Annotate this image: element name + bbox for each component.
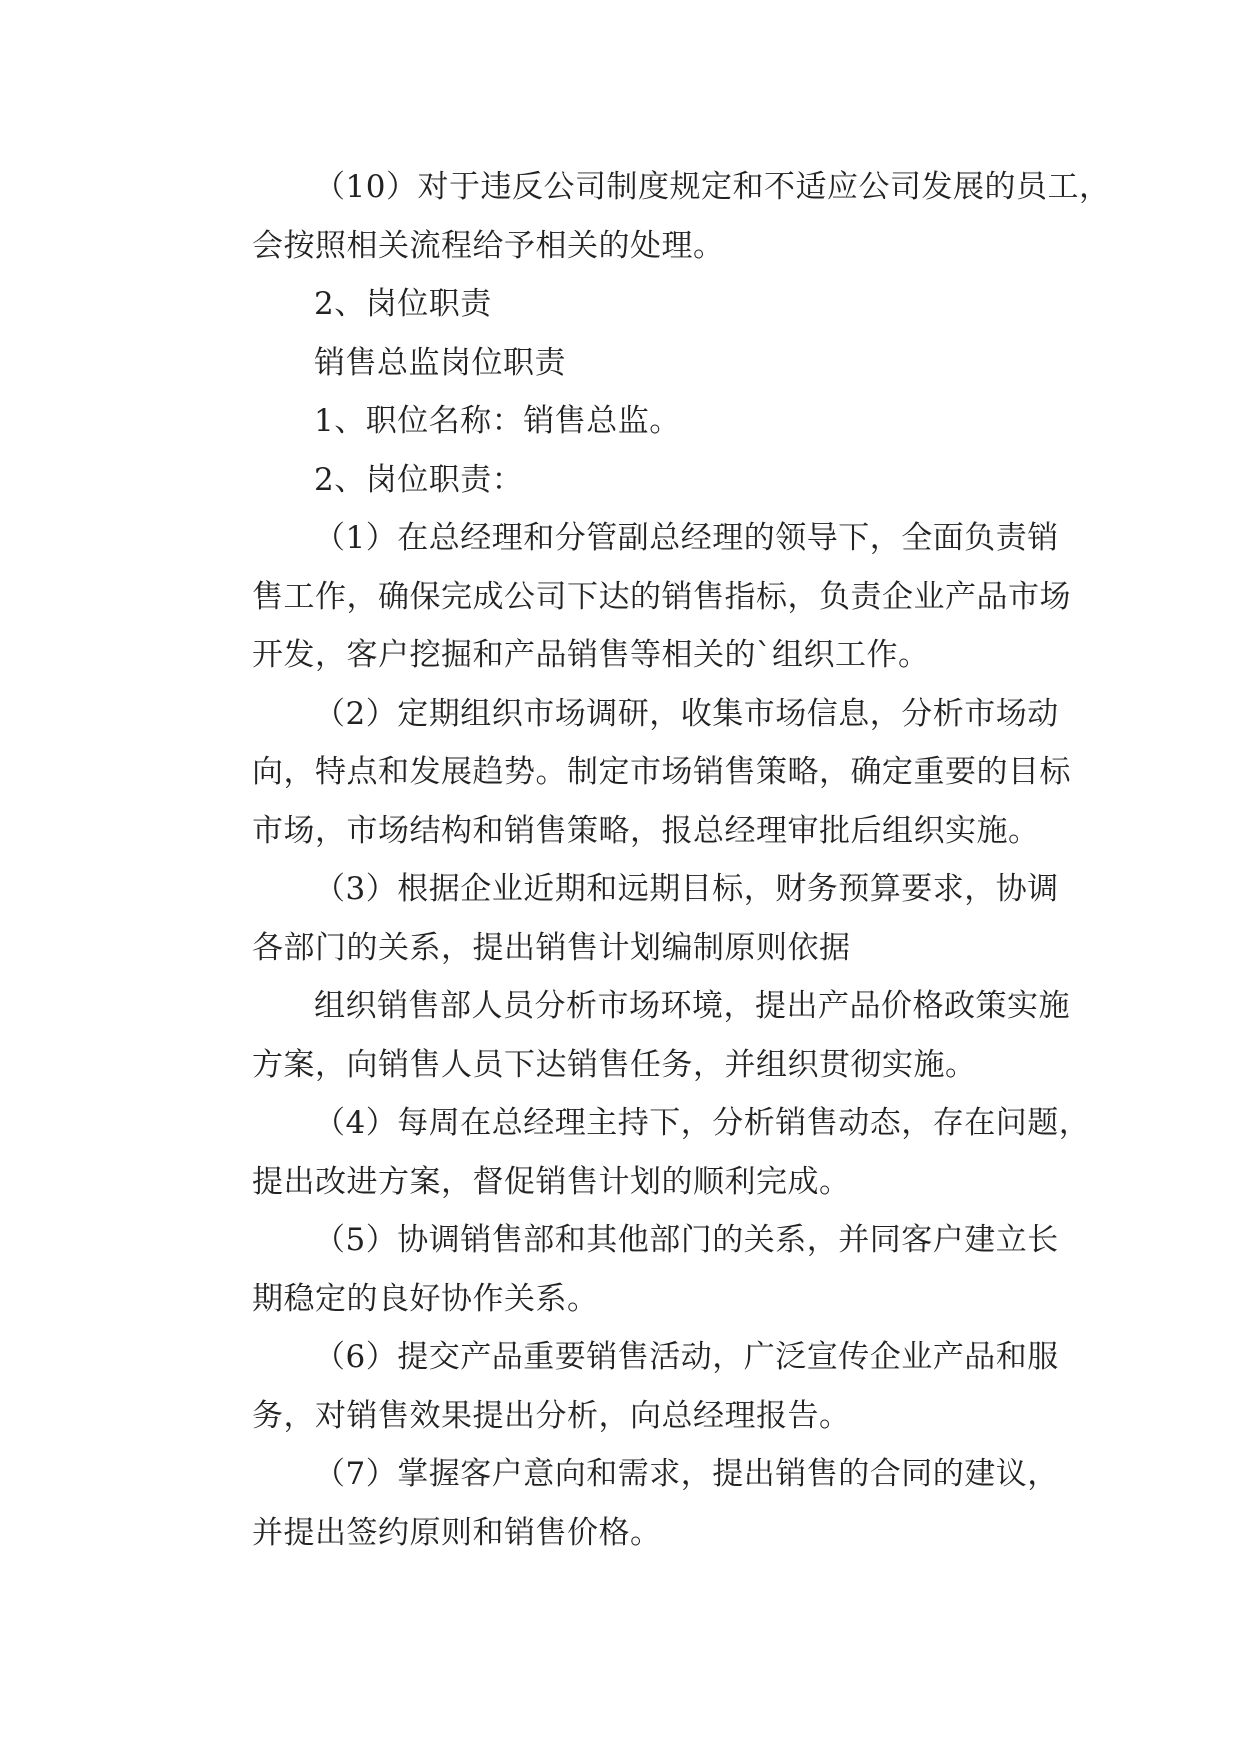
text-line: （6）提交产品重要销售活动，广泛宣传企业产品和服	[314, 1339, 1059, 1375]
text-line: （7）掌握客户意向和需求，提出销售的合同的建议，	[314, 1456, 1059, 1492]
text-line: （10）对于违反公司制度规定和不适应公司发展的员工，	[314, 169, 1111, 205]
duty-item-5	[190, 1211, 1080, 1328]
duty-item-6	[190, 1328, 1080, 1445]
text-line: （3）根据企业近期和远期目标，财务预算要求，协调	[314, 871, 1059, 907]
text-line: 售工作，确保完成公司下达的销售指标，负责企业产品市场	[252, 578, 1071, 615]
text-line: （4）每周在总经理主持下，分析销售动态，存在问题，	[314, 1105, 1091, 1141]
text-line: （2）定期组织市场调研，收集市场信息，分析市场动	[314, 695, 1059, 732]
text-line: 提出改进方案，督促销售计划的顺利完成。	[252, 1163, 851, 1200]
paragraph-10-handling	[190, 158, 1111, 275]
text-line: 务，对销售效果提出分析，向总经理报告。	[252, 1397, 851, 1434]
duty-item-1	[190, 509, 1080, 685]
text-line: 向，特点和发展趋势。制定市场销售策略，确定重要的目标	[252, 754, 1071, 790]
text-line: 会按照相关流程给予相关的处理。	[252, 227, 725, 264]
text-line: 期稳定的良好协作关系。	[252, 1280, 599, 1317]
text-line: 各部门的关系，提出销售计划编制原则依据	[252, 929, 851, 966]
section-title-sales-director	[190, 334, 1080, 393]
text-line: 销售总监岗位职责	[314, 344, 566, 381]
position-name	[190, 392, 1080, 451]
text-line: 开发，客户挖掘和产品销售等相关的`组织工作。	[252, 637, 930, 673]
duty-item-2	[190, 685, 1080, 861]
text-line: 组织销售部人员分析市场环境，提出产品价格政策实施	[314, 988, 1070, 1024]
duty-item-3	[190, 860, 1080, 977]
text-line: 1、职位名称：销售总监。	[314, 403, 681, 439]
duty-item-3-continued	[190, 977, 1080, 1094]
text-line: 市场，市场结构和销售策略，报总经理审批后组织实施。	[252, 812, 1040, 849]
duties-heading	[190, 451, 1080, 510]
text-line: （5）协调销售部和其他部门的关系，并同客户建立长	[314, 1222, 1059, 1258]
text-line: 方案，向销售人员下达销售任务，并组织贯彻实施。	[252, 1046, 977, 1083]
text-line: （1）在总经理和分管副总经理的领导下，全面负责销	[314, 520, 1059, 556]
duty-item-7	[190, 1445, 1080, 1562]
section-heading-duties	[190, 275, 1080, 334]
text-line: 2、岗位职责：	[314, 461, 524, 498]
text-line: 2、岗位职责	[314, 286, 492, 322]
duty-item-4	[190, 1094, 1091, 1211]
document-body	[190, 158, 1111, 1562]
text-line: 并提出签约原则和销售价格。	[252, 1514, 662, 1551]
